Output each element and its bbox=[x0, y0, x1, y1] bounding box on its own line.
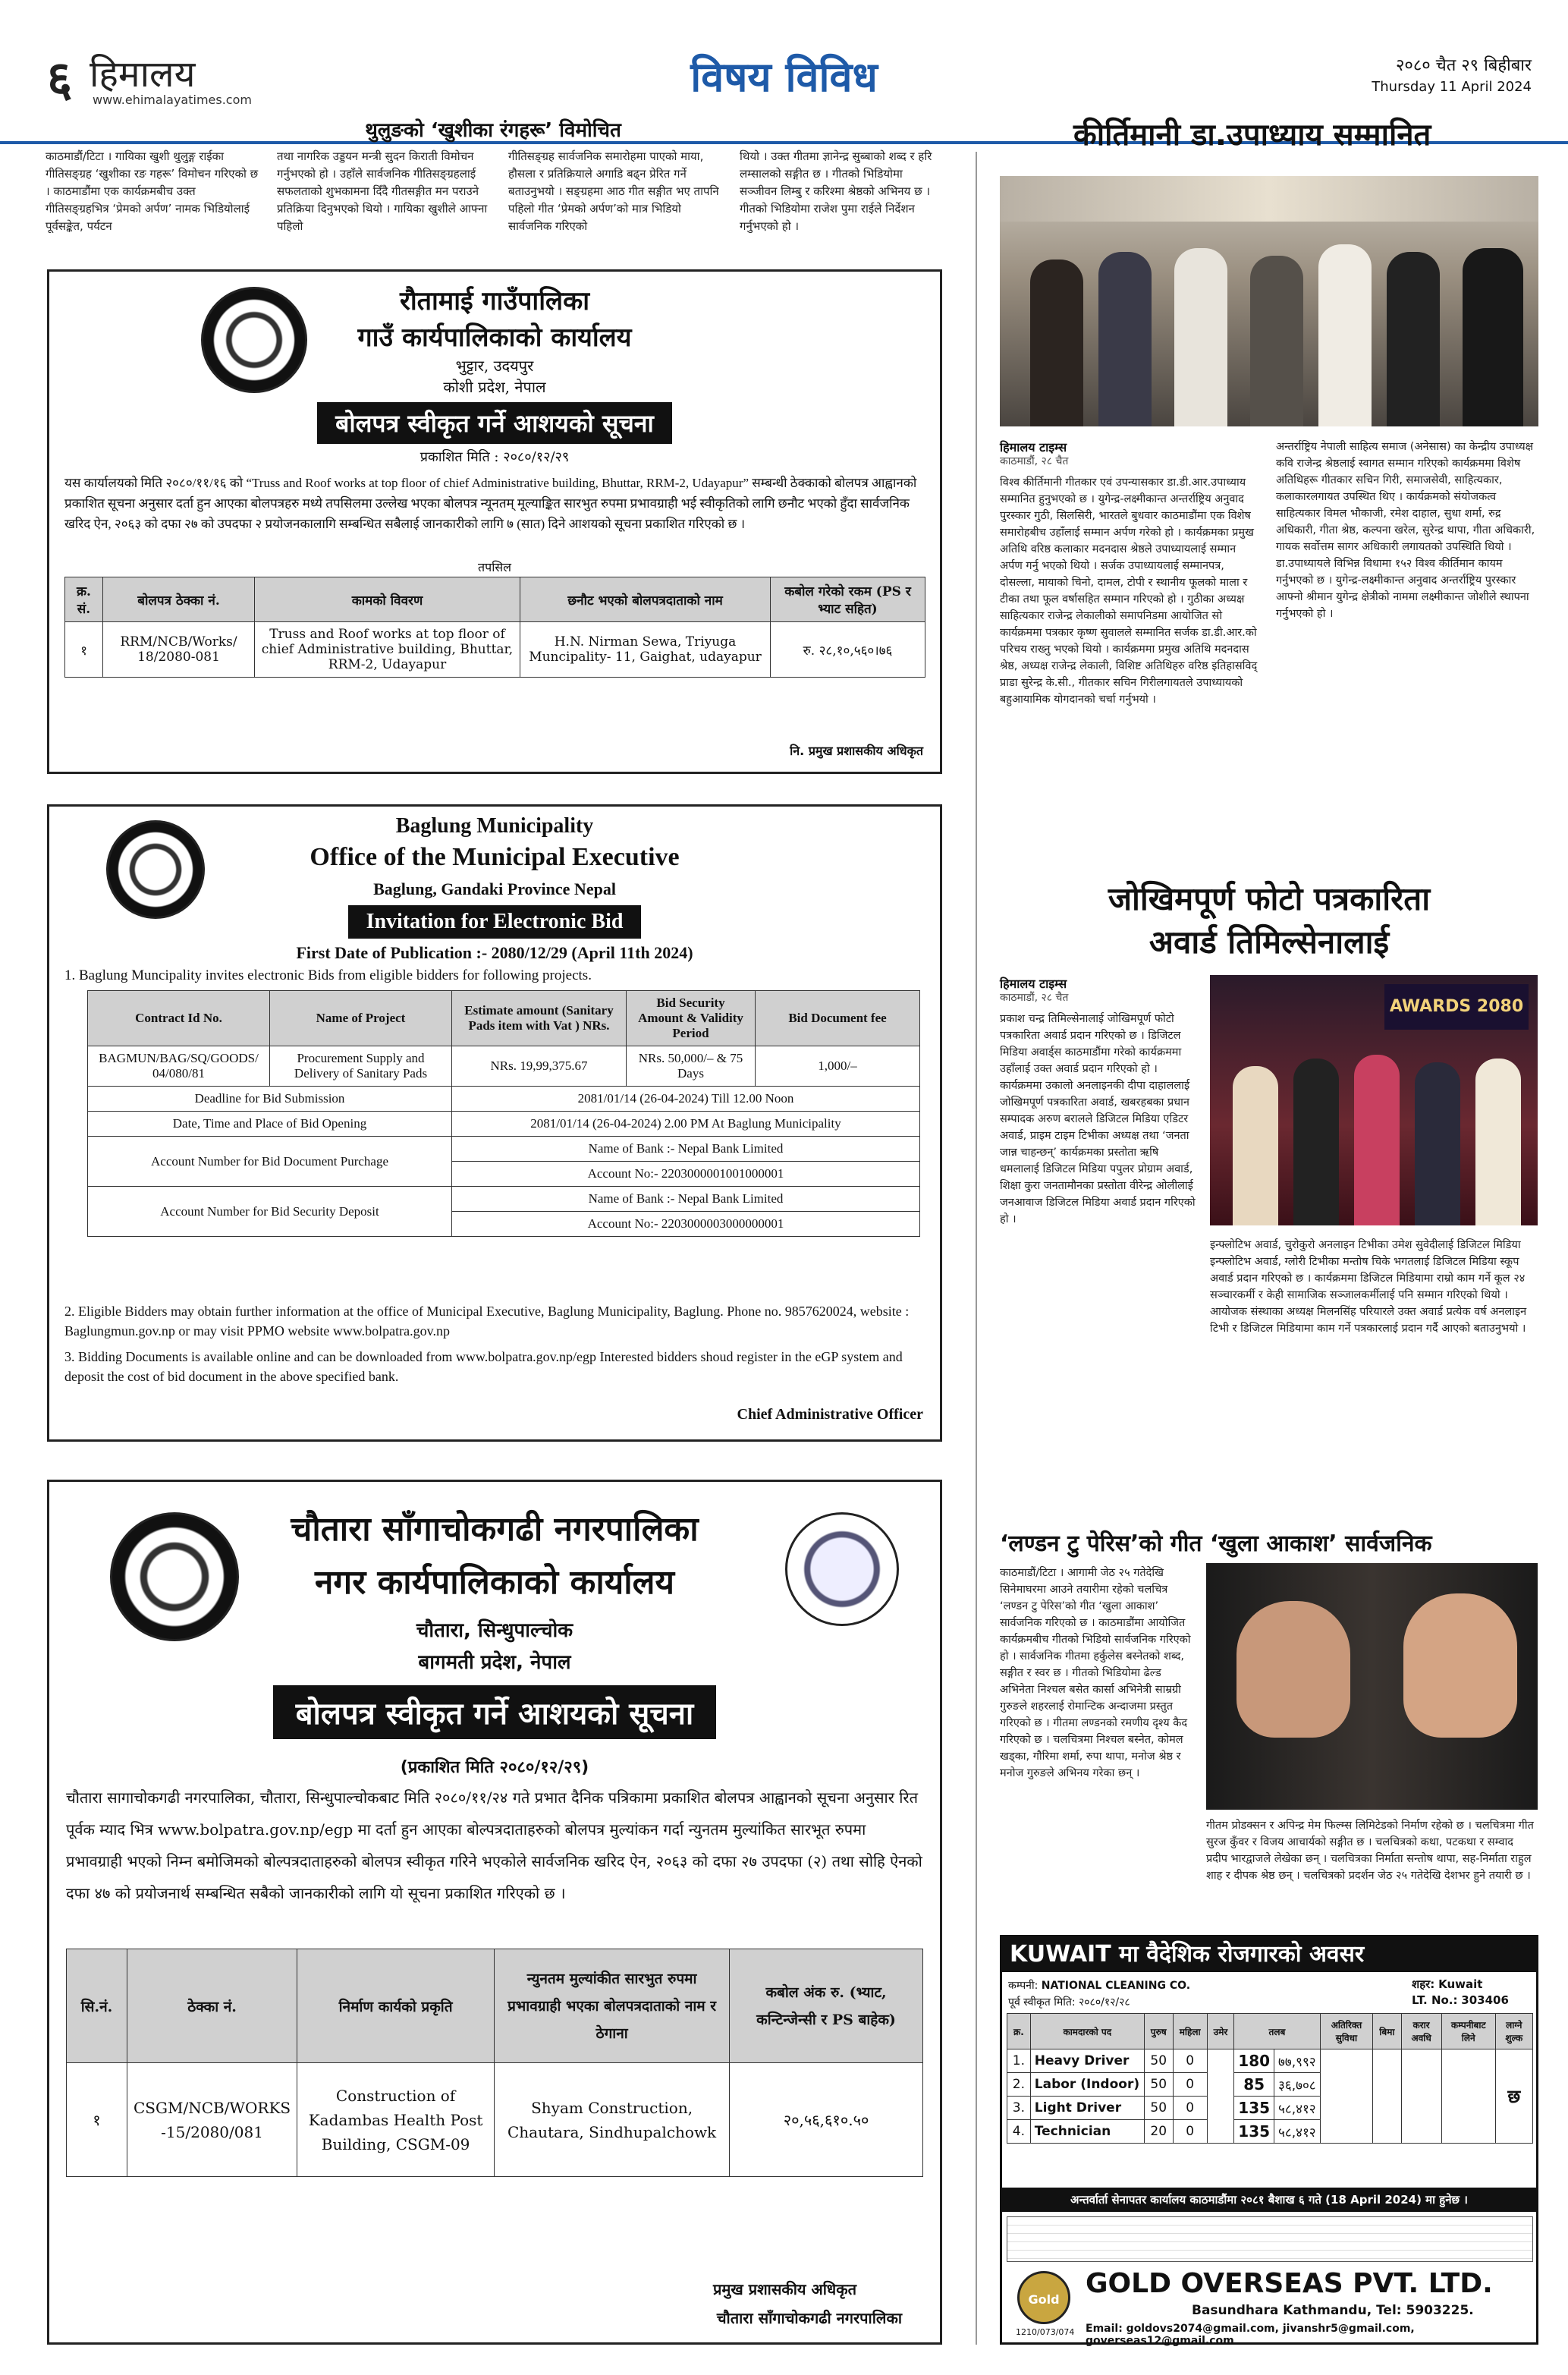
dateline: काठमाडौं, २८ चैत bbox=[1000, 455, 1069, 467]
article-column: तथा नागरिक उड्डयन मन्त्री सुदन किराती विमोचन गर्नुभएको हो । उहाँले सार्वजनिक गीतिसङ्ग्रहलाई सफलताको शुभकामना दिँदै गीतसङ्गीत मन पराउने प्रतिक्रिया दिनुभएको थियो । गायिका खुशीले आफ्ना पहिलो bbox=[277, 149, 488, 233]
city-value: Kuwait bbox=[1438, 1977, 1483, 1991]
article-column: थियो । उक्त गीतमा ज्ञानेन्द्र सुब्बाको शब्द र हरि लम्सालको सङ्गीत छ । गीतको भिडियोमा सञ्जीवन लिम्बु र करिश्मा श्रेष्ठको अभिनय छ । गीतको भिडियोमा राजेश पुमा राईले निर्देशन गर्नुभएको हो । bbox=[740, 149, 932, 233]
agency-name: GOLD OVERSEAS PVT. LTD. bbox=[1086, 2268, 1493, 2299]
page-number: ६ bbox=[47, 51, 73, 108]
paragraph-1: 1. Baglung Muncipality invites electronic Bids from eligible bidders for following projects. bbox=[64, 967, 592, 983]
awards-banner: AWARDS 2080 bbox=[1384, 984, 1529, 1030]
agency-email: Email: goldovs2074@gmail.com, jivanshr5@gmail.com, goverseas12@gmail.com bbox=[1086, 2323, 1415, 2347]
publish-date: प्रकाशित मिति : २०८०/१२/२९ bbox=[419, 449, 570, 465]
date-nepali: २०८० चैत २९ बिहीबार bbox=[1395, 56, 1532, 75]
job-table: क्र. कामदारको पद पुरुष महिला उमेर तलब अतिरिक्त सुविधा बिमा करार अवधि कम्पनीबाट लिने लाग्ने शुल्क 1. Heavy Driver 50 0 180 ७७,९९२ छ 2. Labor (Indoor) 50 0 85 ३६,७०८ 3. Light Driver 50 0 135 ५८,४१२ 4. Technician 20 0 135 ५८,४१२ bbox=[1007, 2013, 1533, 2144]
job-advertisement: KUWAIT मा वैदेशिक रोजगारको अवसर शहर: Kuwait कम्पनी: NATIONAL CLEANING CO. LT. No.: 303406 पूर्व स्वीकृत मिति: २०८०/१२/२८ क्र. कामदारको पद पुरुष महिला उमेर तलब अतिरिक्त सुविधा बिमा करार अवधि कम्पनीबाट लिने लाग्ने शुल्क 1. Heavy Driver 50 0 180 ७७,९९२ छ 2. Labor (Indoor) 50 0 85 ३६,७०८ 3. Light Driver 50 0 135 ५८,४१२ 4. Technician 20 0 135 ५८,४१२ अन्तर्वार्ता सेनापतर कार्यालय काठमाडौंमा २०८१ बैशाख ६ गते (18 April 2024) मा हुनेछ । Gold 1210/073/074 GOLD OVERSEAS PVT. LTD. Basundhara Kathmandu, Tel: 5903225. Email: goldovs2074@gmail.com, jivanshr5@gmail.com, goverseas12@gmail.com bbox=[1000, 1935, 1538, 2345]
agency-address: Basundhara Kathmandu, Tel: 5903225. bbox=[1192, 2303, 1474, 2318]
province: बागमती प्रदेश, नेपाल bbox=[418, 1651, 571, 1674]
company-value: NATIONAL CLEANING CO. bbox=[1041, 1980, 1191, 1992]
article-headline-2: अवार्ड तिमिल्सेनालाई bbox=[1149, 923, 1390, 961]
byline: हिमालय टाइम्स bbox=[1000, 977, 1067, 991]
paragraph-3: 3. Bidding Documents is available online and can be downloaded from www.bolpatra.gov.np/egp Interested bidders shoud register in the eGP system and deposit the cost of bid document in the above specified bank. bbox=[64, 1349, 903, 1384]
article-column: काठमाडौं/टिटा । आगामी जेठ २५ गतेदेखि सिनेमाघरमा आउने तयारीमा रहेको चलचित्र ‘लण्डन टु पेरिस’को गीत ‘खुला आकाश’ सार्वजनिक गरिएको छ । काठमाडौंमा आयोजित कार्यक्रमबीच गीतको भिडियो सार्वजनिक गरिएको हो । सार्वजनिक गीतमा हर्कुलेस बस्नेतको शब्द, सङ्गीत र स्वर छ । गीतको भिडियोमा ढेल्ड अभिनेता निश्चल बसेत कार्सा अभिनेत्री साम्रग्री गुरुङले शहरलाई रोमान्टिक अन्दाजमा प्रस्तुत गरिएको छ । गीतमा लण्डनको रमणीय दृश्य कैद गरिएको छ । चलचित्रमा निश्चल बस्नेत, कोमल खड्का, गौरिमा शर्मा, रुपा थापा, मनोज श्रेष्ठ र मनोज गुरुङले अभिनय गरेका छन् । bbox=[1000, 1567, 1191, 1779]
address: Baglung, Gandaki Province Nepal bbox=[373, 879, 616, 898]
article-headline: थुलुङको ‘खुशीका रंगहरू’ विमोचित bbox=[365, 119, 621, 142]
org-name: रौतामाई गाउँपालिका bbox=[399, 286, 590, 316]
license-number: 1210/073/074 bbox=[1016, 2327, 1075, 2337]
byline: हिमालय टाइम्स bbox=[1000, 440, 1067, 455]
notice-body: यस कार्यालयको मिति २०८०/११/१६ को “Truss and Roof works at top floor of chief Administrative building, Bhuttar, RRM-2, Udayapur” सम्बन्धी ठेक्काको बोलपत्र आह्वानको प्रकाशित सूचना अनुसार दर्ता हुन आएका बोलपत्रहरु मध्ये तपसिलमा उल्लेख भएका बोलपत्र न्यूनतम् मूल्याङ्कित सारभुत रुपमा प्रभावग्राही भई स्वीकृतिको लागि छनौट भएको हुँदा सार्वजनिक खरिद ऐन, २०६३ को दफा २७ को उपदफा २ प्रयोजनकालागि सम्बन्धित सबैलाई जानकारीको लागि ७ (सात) दिने आशयको सूचना प्रकाशित गरिएको छ । bbox=[64, 476, 917, 531]
bid-table: Contract Id No. Name of Project Estimate amount (Sanitary Pads item with Vat ) NRs. Bid Security Amount & Validity Period Bid Document fee BAGMUN/BAG/SQ/GOODS/ 04/080/81 Procurement Supply and Delivery of Sanitary Pads NRs. 19,99,375.67 NRs. 50,000/– & 75 Days 1,000/– Deadline for Bid Submission 2081/01/14 (26-04-2024) Till 12.00 Noon Date, Time and Place of Bid Opening 2081/01/14 (26-04-2024) 2.00 PM At Baglung Municipality Account Number for Bid Document Purchage Name of Bank :- Nepal Bank Limited Account No:- 2203000001001000001 Account Number for Bid Security Deposit Name of Bank :- Nepal Bank Limited Account No:- 2203000003000000001 bbox=[87, 990, 920, 1237]
article-headline: ‘लण्डन टु पेरिस’को गीत ‘खुला आकाश’ सार्वजनिक bbox=[1000, 1530, 1432, 1557]
org-name: Baglung Municipality bbox=[395, 814, 594, 838]
article-column: गीतिसङ्ग्रह सार्वजनिक समारोहमा पाएको माया, हौसला र प्रतिक्रियाले अगाडि बढ्न प्रेरित गर्ने बताउनुभयो । सङ्ग्रहमा आठ गीत सङ्गीत भए तापनि पहिलो गीत ‘प्रेमको अर्पण’को मात्र भिडियो सार्वजनिक गरिएको bbox=[508, 149, 719, 233]
address: भुट्टार, उदयपुर bbox=[455, 357, 534, 375]
signature: Chief Administrative Officer bbox=[737, 1406, 923, 1423]
org-name: चौतारा साँगाचोकगढी नगरपालिका bbox=[291, 1510, 699, 1549]
award-table: सि.नं. ठेक्का नं. निर्माण कार्यको प्रकृति न्युनतम मुल्यांकीत सारभुत रुपमा प्रभावग्राही भएका बोलपत्रदाताको नाम र ठेगाना कबोल अंक रु. (भ्याट, कन्टिन्जेन्सी र PS बाहेक) १ CSGM/NCB/WORKS -15/2080/081 Construction of Kadambas Health Post Building, CSGM-09 Shyam Construction, Chautara, Sindhupalchowk २०,५६,६१०.५० bbox=[66, 1949, 923, 2177]
publish-date: (प्रकाशित मिति २०८०/१२/२९) bbox=[400, 1758, 589, 1777]
tender-notice-baglung bbox=[47, 804, 942, 1442]
tender-notice-rautamai bbox=[47, 269, 942, 774]
office-name: नगर कार्यपालिकाको कार्यालय bbox=[315, 1563, 674, 1602]
film-still-photo bbox=[1206, 1563, 1538, 1810]
signature-title: प्रमुख प्रशासकीय अधिकृत bbox=[713, 2280, 856, 2298]
article-column: काठमाडौं/टिटा । गायिका खुशी थुलुङ्ग राईका गीतिसङ्ग्रह ‘खुशीका रङ गहरू’ विमोचन गरिएको छ । काठमाडौंमा एक कार्यक्रमबीच उक्त गीतिसङ्ग्रहभित्र ‘प्रेमको अर्पण’ नामक भिडियोलाई पूर्वसङ्केत, पर्यटन bbox=[46, 149, 259, 233]
newspaper-logo: हिमालय bbox=[90, 53, 196, 96]
article-column: प्रकाश चन्द्र तिमिल्सेनालाई जोखिमपूर्ण फोटो पत्रकारिता अवार्ड प्रदान गरिएको छ । डिजिटल मिडिया अवार्ड्स काठमाडौंमा गरेको कार्यक्रममा उहाँलाई उक्त अवार्ड प्रदान गरिएको हो । कार्यक्रममा उकालो अनलाइनकी दीपा दाहाललाई जोखिमपूर्ण पत्रकारिता अवार्ड, खबरहबका प्रधान सम्पादक अरुण बरालले डिजिटल मिडिया एडिटर अवार्ड, प्राइम टाइम टिभीका अध्यक्ष तथा ‘जनता जान्न चाहन्छन्’ कार्यक्रमका प्रस्तोता ऋषि धमलालाई डिजिटल मिडिया पपुलर प्रोग्राम अवार्ड, शिक्षा कुरा जनतामौनका प्रस्तोता वीरेन्द्र ओलीलाई जनआवाज डिजिटल मिडिया अवार्ड प्रदान गरिएको हो । bbox=[1000, 1013, 1196, 1225]
notice-title: Invitation for Electronic Bid bbox=[348, 905, 642, 939]
notice-body: चौतारा सागाचोकगढी नगरपालिका, चौतारा, सिन्धुपाल्चोकबाट मिति २०८०/११/२४ गते प्रभात दैनिक पत्रिकामा प्रकाशित बोलपत्र आह्वानको सूचना अनुसार रित पूर्वक म्याद भित्र www.bolpatra.gov.np/egp मा दर्ता हुन आएका बोल्पत्रदाताहरुको बोलपत्र मुल्यांकन गर्दा न्युनतम मुल्यांकित सारभूत रुपमा प्रभावग्राही भएको निम्न बमोजिमको बोल्पत्रदाताहरुको बोलपत्र स्वीकृत गरिने भएकोले सार्वजनिक खरिद ऐन, २०६३ को दफा २७ उपदफा (२) तथा सोहि ऐनको दफा ४७ को प्रयोजनार्थ सम्बन्धित सबैको जानकारीको लागि यो सूचना प्रकाशित गरिएको छ । bbox=[66, 1788, 922, 1902]
date-english: Thursday 11 April 2024 bbox=[1372, 79, 1532, 95]
office-name: Office of the Municipal Executive bbox=[310, 843, 680, 871]
gold-logo-icon: Gold bbox=[1017, 2271, 1070, 2324]
schedule-label: तपसिल bbox=[477, 560, 512, 574]
office-name: गाउँ कार्यपालिकाको कार्यालय bbox=[357, 322, 632, 353]
article-headline: कीर्तिमानी डा.उपाध्याय सम्मानित bbox=[1073, 118, 1431, 153]
notice-title: बोलपत्र स्वीकृत गर्ने आशयको सूचना bbox=[317, 402, 672, 444]
signature-org: चौतारा साँगाचोकगढी नगरपालिका bbox=[716, 2309, 902, 2327]
dateline: काठमाडौं, २८ चैत bbox=[1000, 992, 1069, 1004]
awards-ceremony-photo bbox=[1210, 975, 1538, 1225]
publish-date: First Date of Publication :- 2080/12/29 (April 11th 2024) bbox=[296, 943, 693, 962]
signature: नि. प्रमुख प्रशासकीय अधिकृत bbox=[790, 744, 923, 758]
article-headline: जोखिमपूर्ण फोटो पत्रकारिता bbox=[1108, 880, 1431, 917]
paragraph-2: 2. Eligible Bidders may obtain further information at the office of Municipal Executive, Baglung Municipality, Baglung. Phone no. 9857620024, website : Baglungmun.gov.np or may visit PPMO website www.bolpatra.gov.np bbox=[64, 1304, 910, 1338]
ad-title: KUWAIT मा वैदेशिक रोजगारको अवसर bbox=[1002, 1937, 1536, 1972]
article-column: गीतम प्रोडक्सन र अपिन्द्र मेम फिल्म्स लिमिटेडको निर्माण रहेको छ । चलचित्रमा गीत सुरज कुँवर र विजय आचार्यको सङ्गीत छ । चलचित्रको कथा, पटकथा र सम्वाद प्रदीप भारद्वाजले लेखेका छन् । चलचित्रका निर्माता सन्तोष थापा, सह-निर्माता राहुल शाह र दीपक श्रेष्ठ छन् । चलचित्रको प्रदर्शन जेठ २५ गतेदेखि देशभर हुने तयारी छ । bbox=[1206, 1820, 1534, 1882]
tender-notice-chautara bbox=[47, 1480, 942, 2345]
award-table: क्र. सं. बोलपत्र ठेक्का नं. कामको विवरण छनौट भएको बोलपत्रदाताको नाम कबोल गरेको रकम (PS र भ्याट सहित) १ RRM/NCB/Works/ 18/2080-081 Truss and Roof works at top floor of chief Administrative building, Bhuttar, RRM-2, Udayapur H.N. Nirman Sewa, Triyuga Muncipality- 11, Gaighat, udayapur रु. २८,१०,५६०।७६ bbox=[64, 577, 925, 678]
lt-number: 303406 bbox=[1461, 1993, 1509, 2007]
notice-title: बोलपत्र स्वीकृत गर्ने आशयको सूचना bbox=[273, 1685, 717, 1739]
website-url: www.ehimalayatimes.com bbox=[93, 93, 252, 107]
article-column: अन्तर्राष्ट्रिय नेपाली साहित्य समाज (अनेसास) का केन्द्रीय उपाध्यक्ष कवि राजेन्द्र श्रेष्ठलाई स्वागत सम्मान गरिएको कार्यक्रममा विशेष अतिथिहरू गीतकार सचिन गिरी, समाजसेवी, साहित्यकार, कलाकारलगायत उपस्थित थिए । कार्यक्रमको संयोजकत्व साहित्यकार विमल भौकाजी, रमेश दाहाल, सुधा शर्मा, रुद्र अधिकारी, गीता श्रेष्ठ, कल्पना खरेल, सुरेन्द्र थापा, गीता अधिकारी, गायक सर्वोत्तम सागर अधिकारी लगायतको उपस्थिति थियो । डा.उपाध्यायले विभिन्न विधामा १५२ विश्व कीर्तिमान कायम गर्नुभएको छ । युगेन्द्र-लक्ष्मीकान्त अनुवाद अन्तर्राष्ट्रिय पुरस्कार आफ्नो श्रीमान युगेन्द्र क्षेत्रीको नाममा लक्ष्मीकान्त जोशीले स्थापना गर्नुभएको हो । bbox=[1276, 441, 1535, 620]
interview-notice: अन्तर्वार्ता सेनापतर कार्यालय काठमाडौंमा २०८१ बैशाख ६ गते (18 April 2024) मा हुनेछ । bbox=[1002, 2188, 1536, 2212]
address: चौतारा, सिन्धुपाल्चोक bbox=[416, 1619, 573, 1642]
article-column: विश्व कीर्तिमानी गीतकार एवं उपन्यासकार डा.डी.आर.उपाध्याय सम्मानित हुनुभएको छ । युगेन्द्र-लक्ष्मीकान्त अन्तर्राष्ट्रिय अनुवाद पुरस्कार गुठी, सिलसिरी, भारतले बुधवार काठमाडौंमा एक विशेष समारोहबीच उहाँलाई सम्मान अर्पण गरेको हो । कार्यक्रमका प्रमुख अतिथि वरिष्ठ कलाकार मदनदास श्रेष्ठले उपाध्यायलाई सम्मान अर्पण गर्नु भएको थियो । सर्जक उपाध्यायलाई सम्मानपत्र, दोसल्ला, मायाको चिनो, दामल, टोपी र स्थानीय फूलको माला र टीका तथा फूल वर्षासहित सम्मान गरिएको हो । गुठीका अध्यक्ष साहित्यकार राजेन्द्र लेकालीको समापनिडमा आयोजित सो कार्यक्रममा पत्रकार कृष्ण सुवालले सम्मानित सर्जक डा.डी.आर.को परिचय राख्नु भएको थियो । कार्यक्रममा प्रमुख अतिथि मदनदास श्रेष्ठ, अध्यक्ष राजेन्द्र लेकाली, विशिष्ट अतिथिहरु वरिष्ठ इतिहासविद् प्राडा सुरेन्द्र के.सी., गीतकार सचिन गिरीलगायतले उपाध्यायको बहुआयामिक योगदानको चर्चा गर्नुभयो । bbox=[1000, 477, 1258, 706]
column-divider bbox=[976, 152, 977, 2345]
province: कोशी प्रदेश, नेपाल bbox=[443, 378, 546, 396]
article-column: इन्फ्लोटिभ अवार्ड, चुरोकुरो अनलाइन टिभीका उमेश सुवेदीलाई डिजिटल मिडिया इन्फ्लोटिभ अवार्ड, ग्लोरी टिभीका मन्तोष चिके भगतलाई डिजिटल मिडिया स्कूप अवार्ड प्रदान गरिएको छ । कार्यक्रममा डिजिटल मिडियामा राम्रो काम गर्ने कूल २४ सञ्चारकर्मी र केही सामाजिक सञ्जालकर्मीलाई पनि सम्मान गरिएको थियो । आयोजक संस्थाका अध्यक्ष मिलनसिंह परियारले उक्त अवार्ड प्रत्येक वर्ष अनलाइन टिभी र डिजिटल मिडियामा काम गर्ने पत्रकारलाई प्रदान गर्दै आएको बताउनुभयो । bbox=[1210, 1239, 1527, 1335]
section-title: विषय विविध bbox=[690, 53, 878, 101]
award-ceremony-photo bbox=[1000, 176, 1538, 426]
